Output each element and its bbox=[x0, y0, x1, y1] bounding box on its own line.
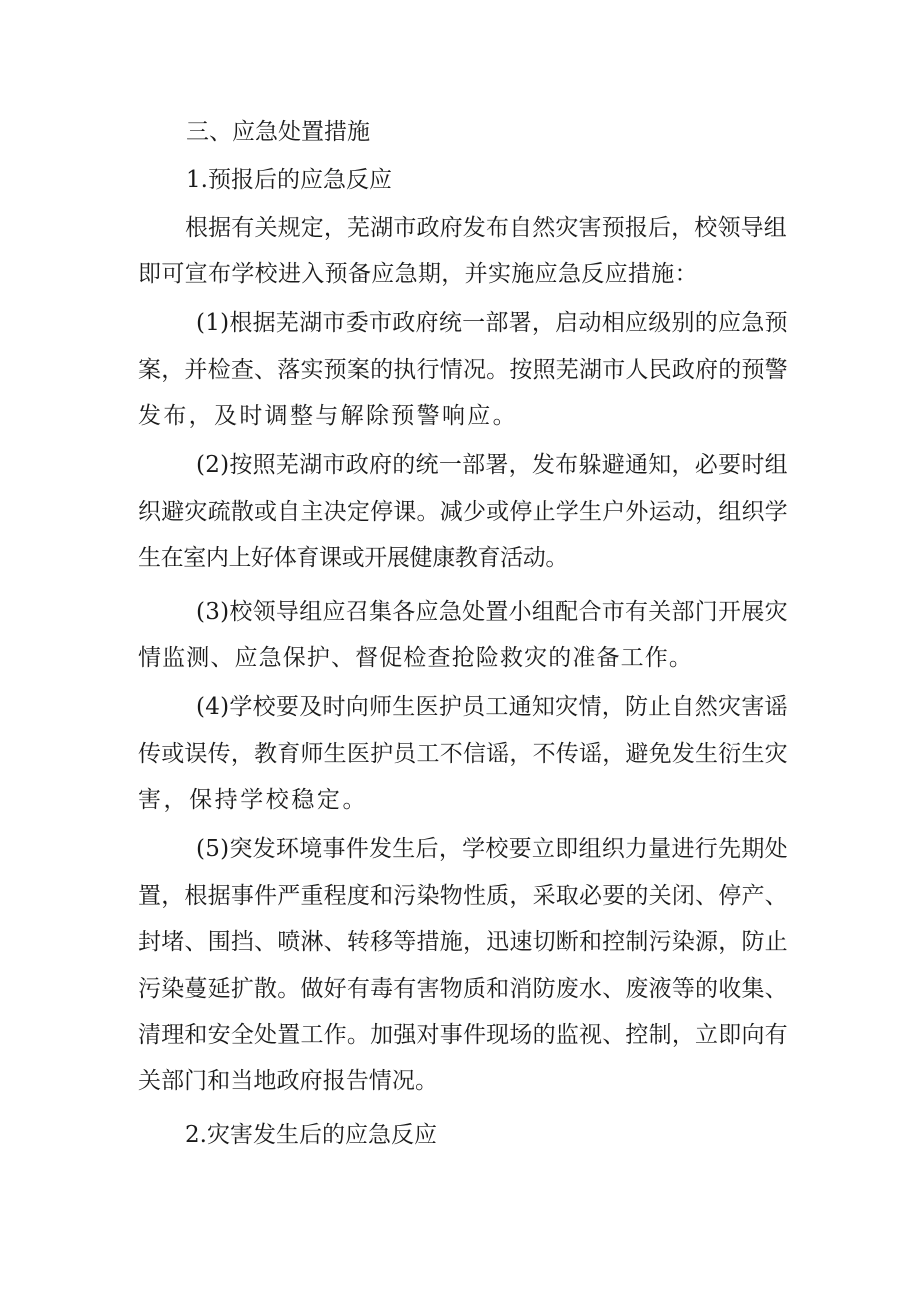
paragraph-line: 关部门和当地政府报告情况。 bbox=[138, 1068, 439, 1094]
paragraph-line: 封堵、围挡、喷淋、转移等措施，迅速切断和控制污染源，防止 bbox=[138, 929, 788, 955]
section-heading: 三、应急处置措施 bbox=[186, 119, 370, 145]
paragraph-line: (3)校领导组应召集各应急处置小组配合市有关部门开展灾 bbox=[196, 599, 788, 625]
paragraph-line: (5)突发环境事件发生后，学校要立即组织力量进行先期处 bbox=[196, 836, 788, 862]
paragraph-line: 根据有关规定，芜湖市政府发布自然灾害预报后，校领导组 bbox=[185, 215, 787, 241]
paragraph-line: 情监测、应急保护、督促检查抢险救灾的准备工作。 bbox=[138, 645, 693, 671]
paragraph-line: 生在室内上好体育课或开展健康教育活动。 bbox=[138, 545, 568, 571]
paragraph-line: 污染蔓延扩散。做好有毒有害物质和消防废水、废液等的收集、 bbox=[138, 976, 788, 1002]
sub-heading-2: 2.灾害发生后的应急反应 bbox=[185, 1122, 437, 1148]
paragraph-line: 清理和安全处置工作。加强对事件现场的监视、控制，立即向有 bbox=[138, 1022, 788, 1048]
paragraph-line: (2)按照芜湖市政府的统一部署，发布躲避通知，必要时组 bbox=[196, 452, 788, 478]
paragraph-line: (4)学校要及时向师生医护员工通知灾情，防止自然灾害谣 bbox=[196, 694, 788, 720]
paragraph-line: 即可宣布学校进入预备应急期，并实施应急反应措施： bbox=[138, 261, 698, 287]
paragraph-line: 害，保持学校稳定。 bbox=[138, 787, 369, 813]
sub-heading-1: 1.预报后的应急反应 bbox=[186, 167, 392, 193]
paragraph-line: 案，并检查、落实预案的执行情况。按照芜湖市人民政府的预警 bbox=[138, 357, 788, 383]
paragraph-line: 发布，及时调整与解除预警响应。 bbox=[138, 403, 518, 429]
paragraph-line: 织避灾疏散或自主决定停课。减少或停止学生户外运动，组织学 bbox=[138, 499, 788, 525]
paragraph-line: (1)根据芜湖市委市政府统一部署，启动相应级别的应急预 bbox=[196, 310, 788, 336]
paragraph-line: 置，根据事件严重程度和污染物性质，采取必要的关闭、停产、 bbox=[138, 883, 788, 909]
paragraph-line: 传或误传，教育师生医护员工不信谣，不传谣，避免发生衍生灾 bbox=[138, 741, 788, 767]
